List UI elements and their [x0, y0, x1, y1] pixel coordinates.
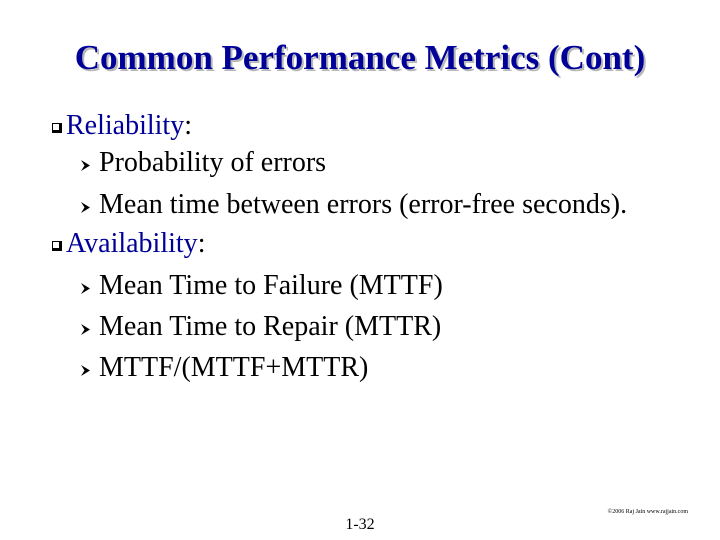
arrow-bullet-icon [77, 352, 93, 384]
sub-bullet-item [99, 352, 368, 384]
sub-bullet-item [99, 270, 443, 302]
arrow-bullet-icon [77, 270, 93, 302]
arrow-bullet-icon [77, 147, 93, 179]
bullet-term: Availability [66, 228, 198, 259]
arrow-bullet-icon [77, 311, 93, 343]
square-bullet-icon [50, 228, 64, 260]
sub-bullet-text: MTTF/(MTTF+MTTR) [99, 352, 369, 383]
arrow-bullet-icon [77, 189, 93, 221]
sub-bullet-item [99, 147, 326, 179]
sub-bullet-text: Mean time between errors (error-free seconds). [99, 189, 628, 220]
slide-title: Common Performance Metrics (Cont) [74, 38, 646, 77]
bullet-term-punct: : [184, 110, 192, 141]
square-bullet-icon [50, 110, 64, 142]
sub-bullet-text: Mean Time to Repair (MTTR) [99, 311, 442, 342]
bullet-item-availability [66, 228, 205, 260]
sub-bullet-text: Mean Time to Failure (MTTF) [99, 270, 443, 301]
sub-bullet-item [99, 189, 627, 221]
sub-bullet-text: Probability of errors [99, 147, 327, 178]
copyright-notice: ©2006 Raj Jain www.rajjain.com [607, 509, 688, 515]
bullet-term-punct: : [197, 228, 206, 259]
bullet-term: Reliability [66, 110, 185, 141]
sub-bullet-item [99, 311, 441, 343]
page-number: 1-32 [345, 516, 375, 533]
bullet-item-reliability [66, 110, 192, 142]
